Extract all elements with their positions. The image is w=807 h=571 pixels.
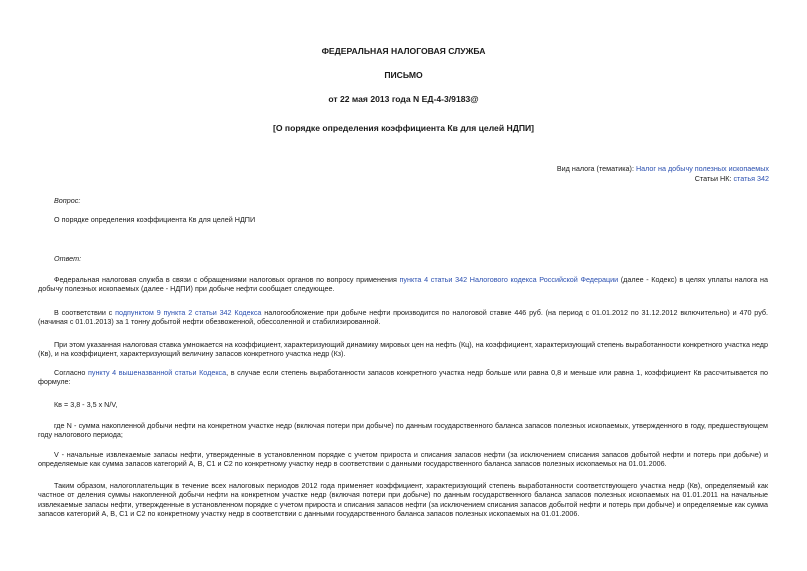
nk-label: Статьи НК: [694, 174, 734, 183]
tax-type-label: Вид налога (тематика): [556, 164, 636, 173]
p4-text-a: Согласно [54, 368, 88, 377]
agency-title: ФЕДЕРАЛЬНАЯ НАЛОГОВАЯ СЛУЖБА [321, 46, 486, 56]
answer-paragraph-7: Таким образом, налогоплательщик в течение всех налоговых периодов 2012 года применяет коэффициент, характеризующий степень выработанности соответствующего участка недр (Кв), определяемый как частное от деления суммы накопленной добычи нефти на конкретном участке недр (включая потери при добыче) по данным государственного баланса запасов полезных ископаемых на 01.01.2011 на начальные извлекаемые запасы нефти, утвержденные в установленном порядке с учетом прироста и списания запасов нефти (за исключением списания запасов добытой нефти и потерь при добыче) и определяемые как сумма запасов категорий A, B, C1 и C2 по конкретному участку недр в соответствии с данными государственного баланса запасов полезных ископаемых на 01.01.2006. [38, 481, 768, 519]
doc-type: ПИСЬМО [384, 70, 423, 80]
question-label: Вопрос: [54, 196, 81, 205]
p2-text-a: В соответствии с [54, 308, 116, 317]
nk-article-link[interactable]: статья 342 [733, 174, 769, 183]
answer-label: Ответ: [54, 254, 82, 263]
p4-text-b: , в случае если степень выработанности запасов конкретного участка недр больше или равна 0,8 и меньше или равна 1, коэффициент Кв рассчитывается по формуле: [38, 368, 768, 387]
doc-subject: [О порядке определения коэффициента Кв для целей НДПИ] [272, 123, 535, 133]
doc-date-number: от 22 мая 2013 года N ЕД-4-3/9183@ [328, 94, 479, 104]
article-p4-link[interactable]: пункту 4 вышеназванной статьи Кодекса [87, 368, 227, 377]
tax-type-line [557, 164, 769, 173]
answer-paragraph-5: где N - сумма накопленной добычи нефти на конкретном участке недр (включая потери при добыче) по данным государственного баланса запасов полезных ископаемых, утвержденного в году, предшествующем году налогового периода; [38, 421, 768, 440]
p2-text-b: налогообложение при добыче нефти производится по налоговой ставке 446 руб. (на период с 01.01.2012 по 31.12.2012 включительно) и 470 руб. (начиная с 01.01.2013) за 1 тонну добытой нефти обезвоженной, обессоленной и стабилизированной. [38, 308, 769, 327]
answer-paragraph-1 [38, 275, 768, 294]
answer-paragraph-2 [38, 308, 768, 327]
question-text: О порядке определения коэффициента Кв для целей НДПИ [54, 215, 256, 224]
answer-paragraph-3: При этом указанная налоговая ставка умножается на коэффициент, характеризующий динамику мировых цен на нефть (Кц), на коэффициент, характеризующий степень выработанности конкретного участка недр (Кв), и на коэффициент, характеризующий величину запасов конкретного участка недр (Кз). [38, 340, 768, 359]
answer-paragraph-6: V - начальные извлекаемые запасы нефти, утвержденные в установленном порядке с учетом прироста и списания запасов нефти (за исключением списания запасов добытой нефти и потерь при добыче) и определяемые как сумма запасов категорий A, B, C1 и C2 по конкретному участку недр в соответствии с данными государственного баланса запасов полезных ископаемых на 01.01.2006. [38, 450, 768, 469]
tax-type-link[interactable]: Налог на добычу полезных ископаемых [635, 164, 769, 173]
p1-text-a: Федеральная налоговая служба в связи с обращениями налоговых органов по вопросу применения [54, 275, 400, 284]
nk-articles-line [695, 174, 769, 183]
answer-paragraph-4 [38, 368, 768, 387]
formula: Кв = 3,8 - 3,5 x N/V, [54, 400, 118, 409]
nk-342-p2-link[interactable]: подпунктом 9 пункта 2 статьи 342 Кодекса [115, 308, 262, 317]
nk-342-p4-link[interactable]: пункта 4 статьи 342 Налогового кодекса Российской Федерации [399, 275, 619, 284]
p1-text-b: (далее - Кодекс) в целях уплаты налога на добычу полезных ископаемых (далее - НДПИ) при добыче нефти сообщает следующее. [38, 275, 768, 294]
